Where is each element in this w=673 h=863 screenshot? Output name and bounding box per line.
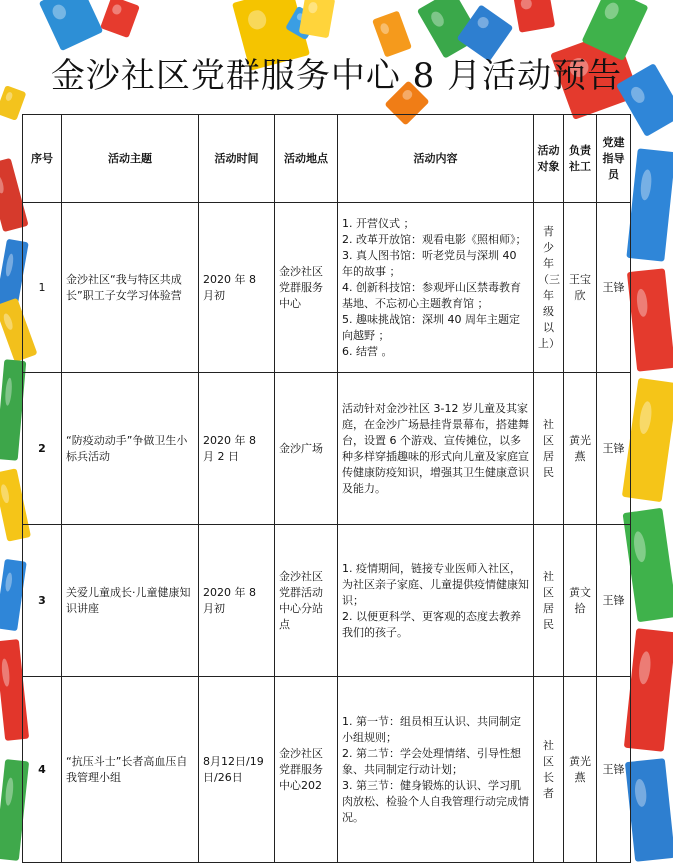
decor-block (299, 0, 335, 38)
row-no: 2 (23, 373, 62, 525)
row-guide: 王锋 (597, 203, 631, 373)
row-place: 金沙社区党群服务中心 (275, 203, 338, 373)
row-no: 4 (23, 677, 62, 863)
page-title: 金沙社区党群服务中心 8 月活动预告 (50, 56, 623, 96)
decor-block (624, 628, 673, 752)
decor-block (626, 148, 673, 261)
header-worker: 负责社工 (564, 115, 597, 203)
row-theme: “防疫动动手”争做卫生小标兵活动 (62, 373, 199, 525)
row-worker: 黄光燕 (564, 373, 597, 525)
row-no: 1 (23, 203, 62, 373)
row-target: 社区居民 (534, 525, 564, 677)
decor-block (39, 0, 104, 51)
header-place: 活动地点 (275, 115, 338, 203)
row-time: 2020 年 8 月初 (199, 525, 275, 677)
row-place: 金沙广场 (275, 373, 338, 525)
row-time: 8月12日/19日/26日 (199, 677, 275, 863)
table-row (23, 373, 631, 525)
row-target: 青少年（三年级以上） (534, 203, 564, 373)
row-content: 1. 第一节：组员相互认识、共同制定小组规则； 2. 第二节：学会处理情绪、引导性想象、共同制定行动计划； 3. 第三节：健身锻炼的认识、学习肌肉放松、检验个人自我管理行动完成情况。 (338, 677, 534, 863)
header-content: 活动内容 (338, 115, 534, 203)
row-content: 活动针对金沙社区 3-12 岁儿童及其家庭，在金沙广场悬挂背景幕布，搭建舞台，设置 6 个游戏、宣传摊位，以多种多样穿插趣味的形式向儿童及家庭宣传健康防疫知识，增强其卫生健康意识及能力。 (338, 373, 534, 525)
decor-block (100, 0, 140, 38)
row-worker: 王宝欣 (564, 203, 597, 373)
row-target: 社区居民 (534, 373, 564, 525)
table-row (23, 203, 631, 373)
activity-table (22, 114, 631, 863)
decor-block (627, 268, 673, 371)
table-row (23, 677, 631, 863)
row-guide: 王锋 (597, 677, 631, 863)
table-row (23, 525, 631, 677)
row-guide: 王锋 (597, 525, 631, 677)
row-place: 金沙社区党群活动中心分站点 (275, 525, 338, 677)
header-theme: 活动主题 (62, 115, 199, 203)
header-target: 活动对象 (534, 115, 564, 203)
header-time: 活动时间 (199, 115, 275, 203)
row-content: 1. 开营仪式 ； 2. 改革开放馆：观看电影《照相师》； 3. 真人图书馆：听老党员与深圳 40 年的故事 ； 4. 创新科技馆：参观坪山区禁毒教育基地、不忘初心主题教育馆 ； 5. 趣味挑战馆：深圳 40 周年主题定向越野 ； 6. 结营 。 (338, 203, 534, 373)
decor-block (625, 758, 673, 862)
row-place: 金沙社区党群服务中心202 (275, 677, 338, 863)
header-no: 序号 (23, 115, 62, 203)
header-guide: 党建指导员 (597, 115, 631, 203)
row-no: 3 (23, 525, 62, 677)
row-content: 1. 疫情期间，链接专业医师入社区，为社区亲子家庭、儿童提供疫情健康知识； 2. 以便更科学、更客观的态度去教养我们的孩子。 (338, 525, 534, 677)
row-worker: 黄文拾 (564, 525, 597, 677)
row-time: 2020 年 8 月初 (199, 203, 275, 373)
decor-block (513, 0, 555, 33)
row-time: 2020 年 8 月 2 日 (199, 373, 275, 525)
row-theme: 金沙社区“我与特区共成长”职工子女学习体验营 (62, 203, 199, 373)
row-target: 社区长者 (534, 677, 564, 863)
row-theme: “抗压斗士”长者高血压自我管理小组 (62, 677, 199, 863)
row-worker: 黄光燕 (564, 677, 597, 863)
row-theme: 关爱儿童成长·儿童健康知识讲座 (62, 525, 199, 677)
row-guide: 王锋 (597, 373, 631, 525)
